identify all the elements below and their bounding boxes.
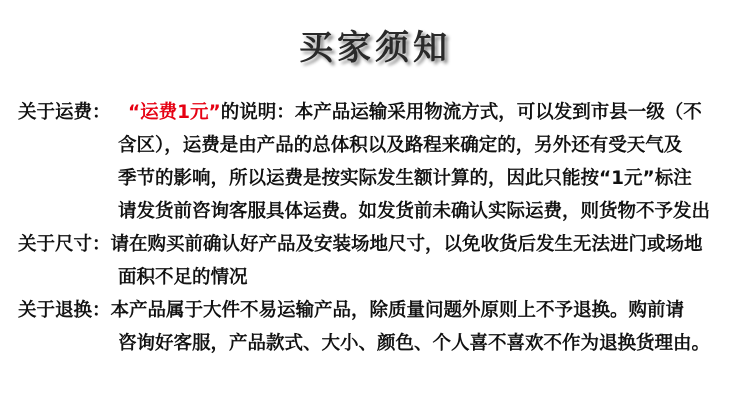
page-title: 买家须知	[299, 28, 451, 68]
size-heading: 关于尺寸：	[18, 234, 111, 255]
size-line-1: 请在购买前确认好产品及安装场地尺寸，以免收货后发生无法进门或场地	[110, 234, 703, 255]
size-section	[18, 228, 703, 294]
shipping-heading: 关于运费：	[18, 102, 111, 123]
returns-first-line	[18, 294, 710, 327]
shipping-first-line	[18, 96, 710, 129]
size-first-line	[18, 228, 703, 261]
shipping-section	[18, 96, 710, 228]
shipping-highlight: 运费1元	[140, 102, 209, 123]
shipping-line-1-rest: 的说明：本产品运输采用物流方式，可以发到市县一级（不	[220, 102, 702, 123]
shipping-highlight-open-quote: “	[128, 102, 141, 123]
returns-section	[18, 294, 710, 360]
shipping-line-2: 含区），运费是由产品的总体积以及路程来确定的，另外还有受天气及	[118, 135, 683, 156]
returns-line-1: 本产品属于大件不易运输产品，除质量问题外原则上不予退换。购前请	[110, 300, 685, 321]
shipping-line-4: 请发货前咨询客服具体运费。如发货前未确认实际运费，则货物不予发出	[118, 201, 711, 222]
returns-line-2: 咨询好客服，产品款式、大小、颜色、个人喜不喜欢不作为退换货理由。	[118, 333, 711, 354]
returns-heading: 关于退换：	[18, 300, 111, 321]
size-line-2: 面积不足的情况	[118, 267, 248, 288]
shipping-highlight-close-quote: ”	[208, 102, 221, 123]
shipping-line-3: 季节的影响，所以运费是按实际发生额计算的，因此只能按“1元”标注	[118, 168, 692, 189]
